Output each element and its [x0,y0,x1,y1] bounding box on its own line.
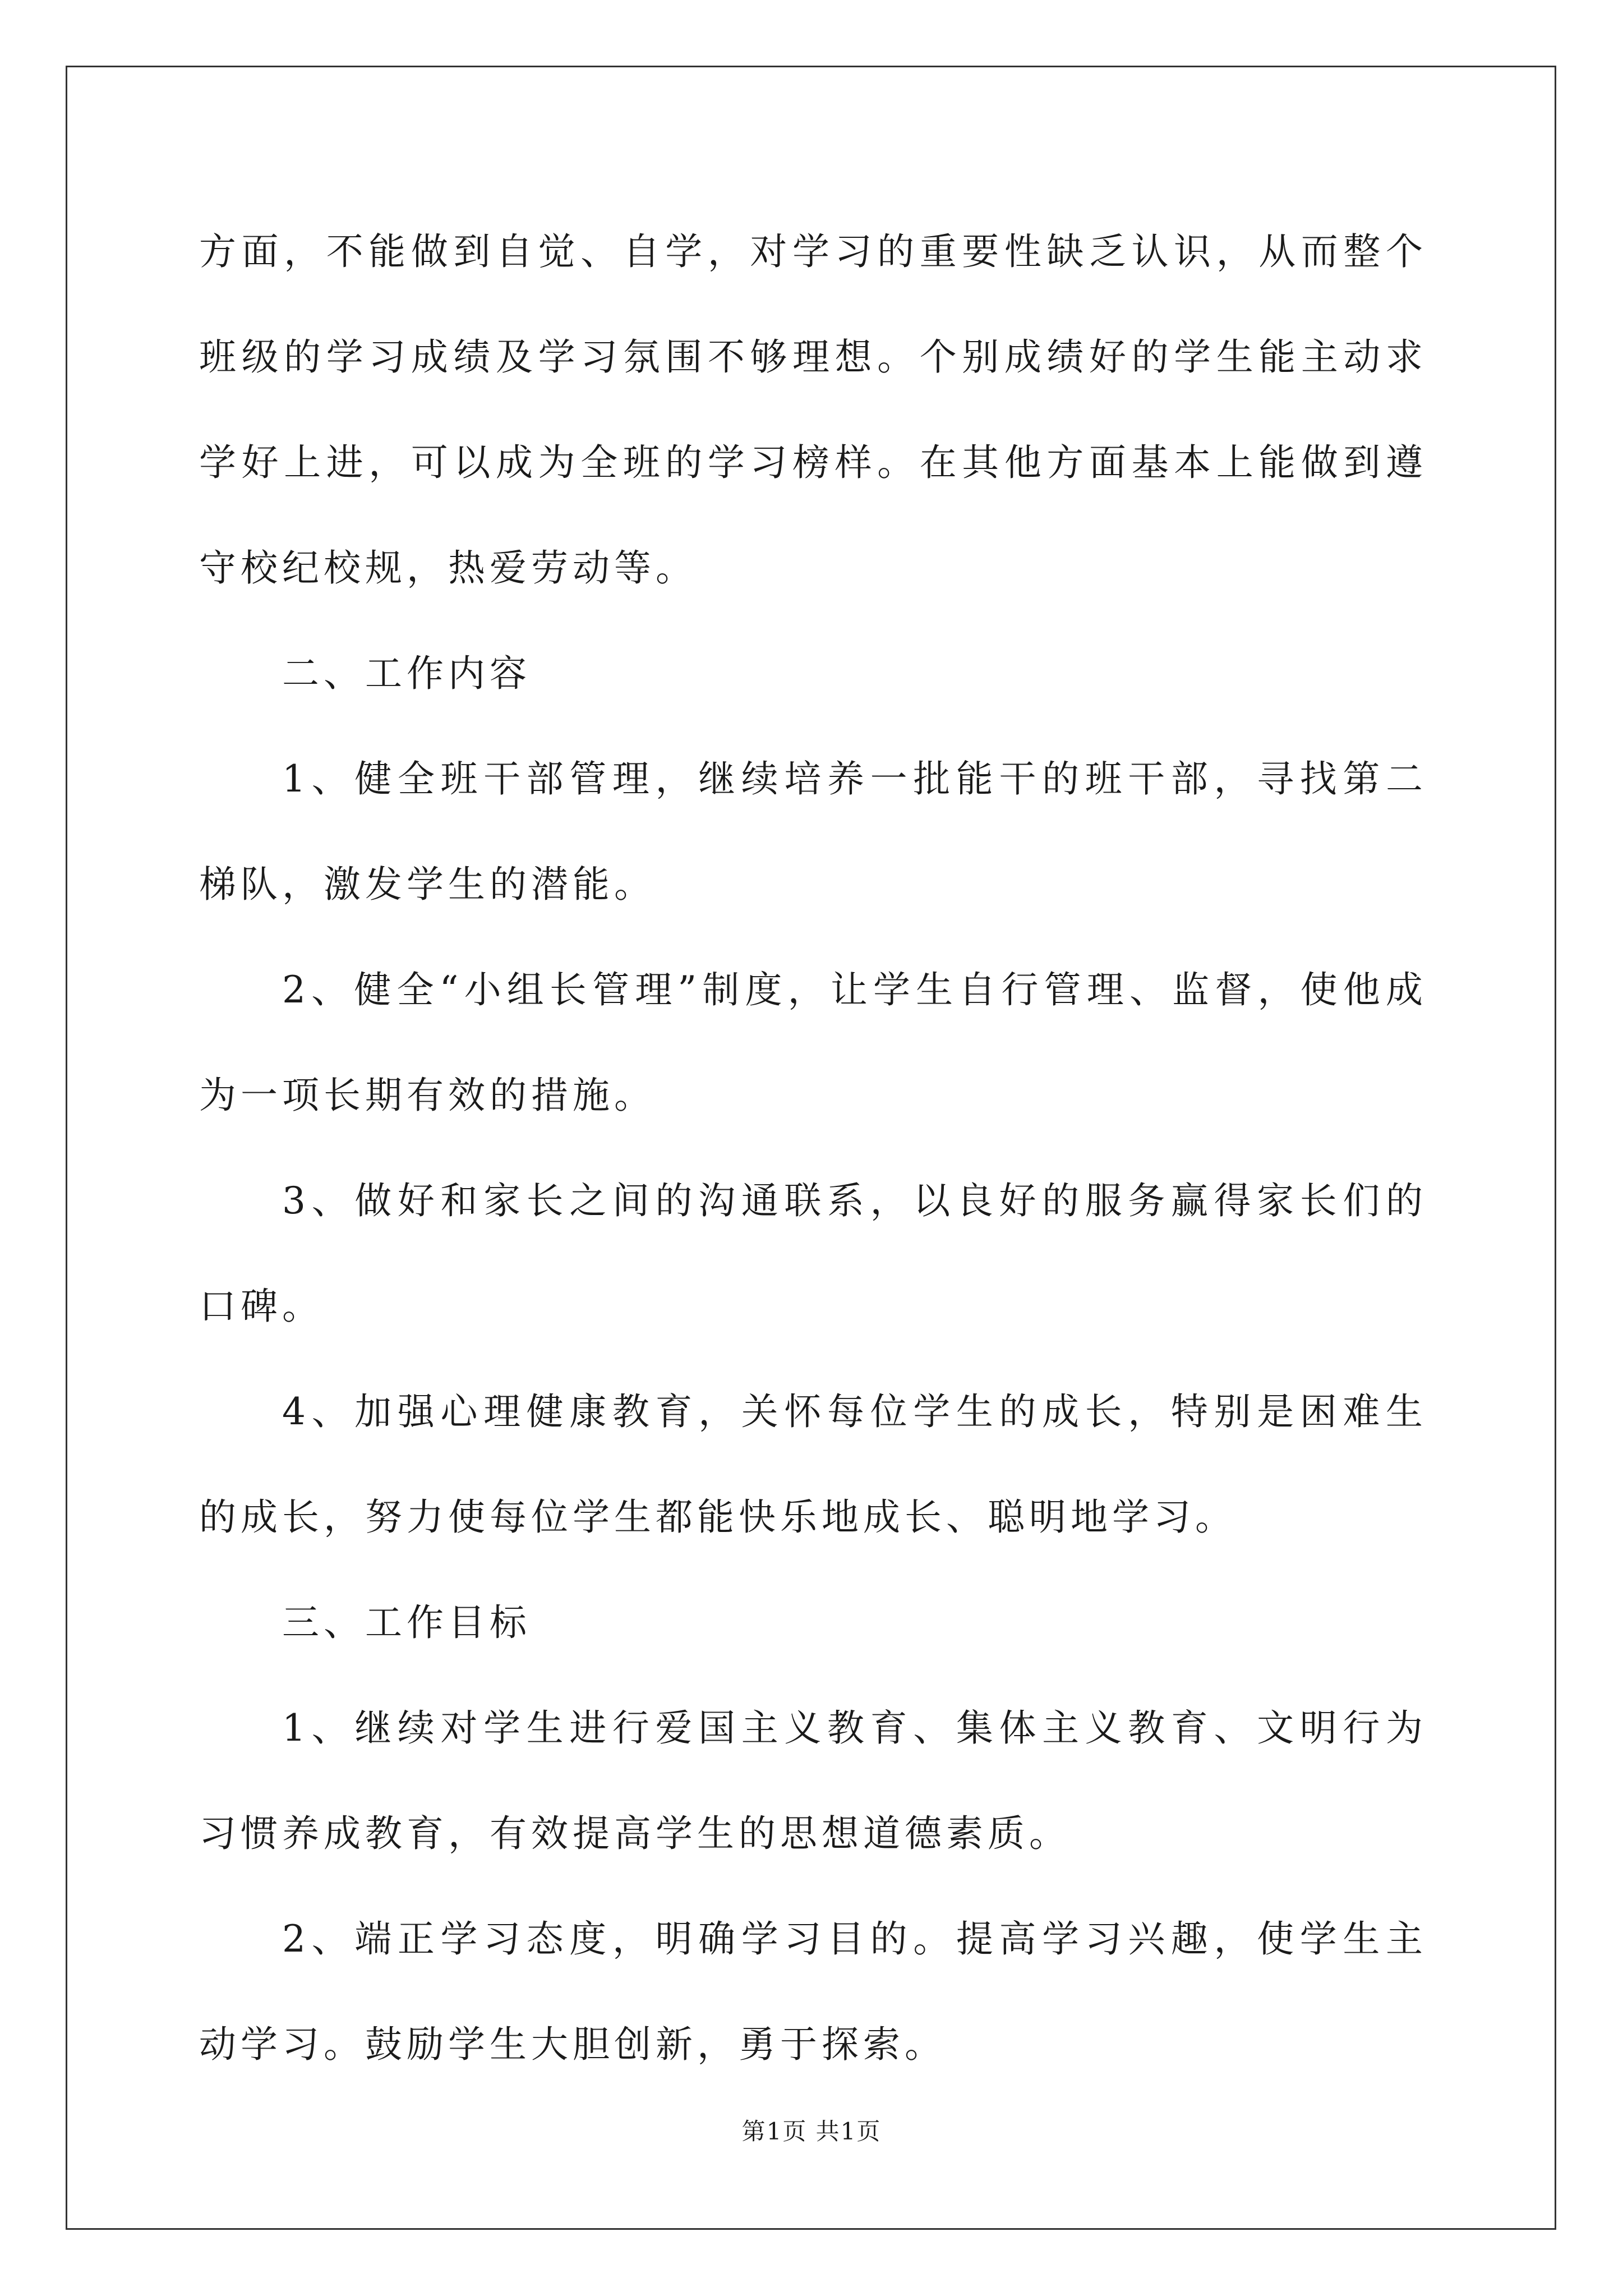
paragraph-content-item-1: 1、健全班干部管理，继续培养一批能干的班干部，寻找第二梯队，激发学生的潜能。 [199,757,1427,906]
paragraph-goal-item-1: 1、继续对学生进行爱国主义教育、集体主义教育、文明行为习惯养成教育，有效提高学生的思想道德素质。 [199,1706,1427,1855]
paragraph-content-item-2: 2、健全“小组长管理”制度，让学生自行管理、监督，使他成为一项长期有效的措施。 [199,968,1427,1117]
heading-work-goals: 三、工作目标 [282,1601,531,1644]
paragraph-content-item-3: 3、做好和家长之间的沟通联系，以良好的服务赢得家长们的口碑。 [199,1179,1427,1328]
paragraph-content-item-4: 4、加强心理健康教育，关怀每位学生的成长，特别是困难生的成长，努力使每位学生都能快乐地成长、聪明地学习。 [199,1390,1427,1539]
paragraph-goal-item-2: 2、端正学习态度，明确学习目的。提高学习兴趣，使学生主动学习。鼓励学生大胆创新，勇于探索。 [199,1917,1427,2066]
document-body [199,199,1427,2097]
page-number-footer: 第1页 共1页 [741,2118,882,2145]
paragraph-intro-continuation: 方面，不能做到自觉、自学，对学习的重要性缺乏认识，从而整个班级的学习成绩及学习氛围不够理想。个别成绩好的学生能主动求学好上进，可以成为全班的学习榜样。在其他方面基本上能做到遵守校纪校规，热爱劳动等。 [199,230,1427,590]
heading-work-content: 二、工作内容 [282,652,531,695]
